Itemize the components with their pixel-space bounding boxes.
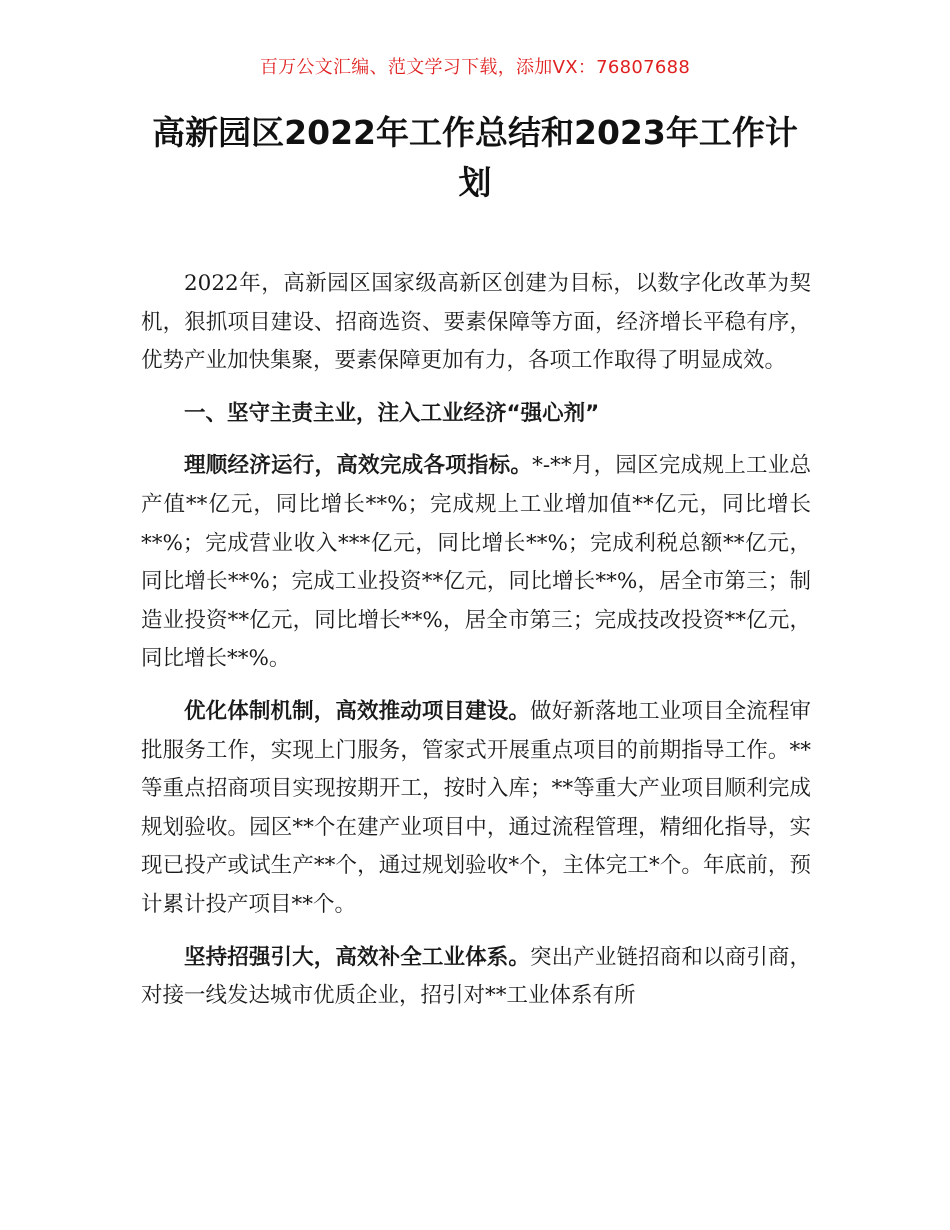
document-title: 高新园区2022年工作总结和2023年工作计划 xyxy=(152,113,798,202)
paragraph-body: 做好新落地工业项目全流程审批服务工作，实现上门服务，管家式开展重点项目的前期指导工作。**等重点招商项目实现按期开工，按时入库；**等重大产业项目顺利完成规划验收。园区**个在建产业项目中，通过流程管理，精细化指导，实现已投产或试生产**个，通过规划验收*个，主体完工*个。年底前，预计累计投产项目**个。 xyxy=(141,698,811,917)
paragraph-lead: 坚持招强引大，高效补全工业体系。 xyxy=(184,944,530,970)
paragraph-body: 突出产业链招商和以商引商，对接一线发达城市优质企业，招引对**工业体系有所 xyxy=(141,944,811,1009)
section-heading: 一、坚守主责主业，注入工业经济“强心剂” xyxy=(184,400,600,426)
paragraph-investment xyxy=(141,939,811,1016)
paragraph-indicators xyxy=(141,447,811,679)
intro-paragraph: 2022年，高新园区国家级高新区创建为目标，以数字化改革为契机，狠抓项目建设、招商选资、要素保障等方面，经济增长平稳有序，优势产业加快集聚，要素保障更加有力，各项工作取得了明显成效。 xyxy=(141,271,811,374)
paragraph-body: *-**月，园区完成规上工业总产值**亿元，同比增长**%；完成规上工业增加值**亿元，同比增长**%；完成营业收入***亿元，同比增长**%；完成利税总额**亿元，同比增长**%；完成工业投资**亿元，同比增长**%，居全市第三；制造业投资**亿元，同比增长**%，居全市第三；完成技改投资**亿元，同比增长**%。 xyxy=(141,453,811,672)
watermark-text: 百万公文汇编、范文学习下载，添加VX：76807688 xyxy=(259,57,691,78)
paragraph-lead: 理顺经济运行，高效完成各项指标。 xyxy=(184,453,533,479)
document-body xyxy=(141,265,811,1030)
paragraph-lead: 优化体制机制，高效推动项目建设。 xyxy=(184,698,530,724)
paragraph-projects xyxy=(141,693,811,925)
